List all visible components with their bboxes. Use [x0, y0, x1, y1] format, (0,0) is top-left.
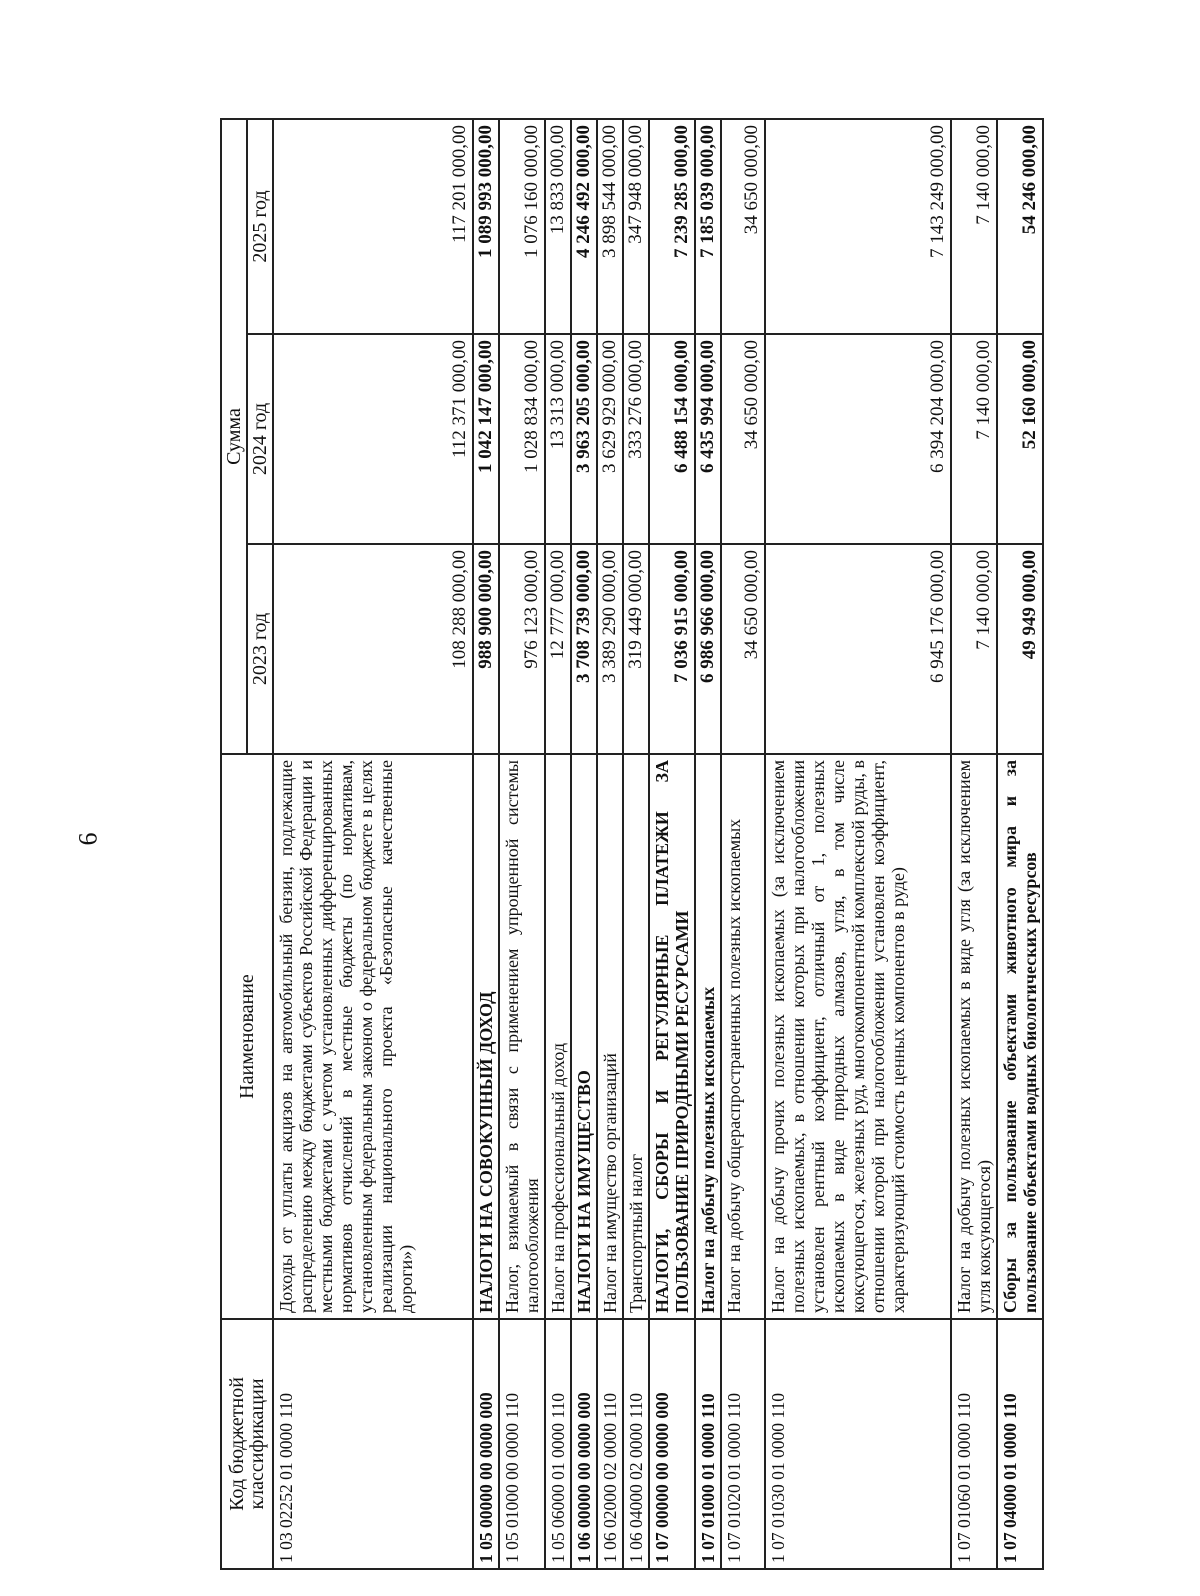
cell-name: НАЛОГИ НА СОВОКУПНЫЙ ДОХОД [473, 754, 499, 1319]
cell-2023: 976 123 000,00 [499, 544, 545, 754]
budget-table-container [220, 120, 1100, 1570]
table-row [545, 119, 571, 1569]
cell-name: Налог на имущество организаций [597, 754, 623, 1319]
cell-2025: 117 201 000,00 [273, 119, 473, 334]
budget-table [220, 118, 1044, 1570]
table-row [499, 119, 545, 1569]
cell-code: 1 05 01000 00 0000 110 [499, 1319, 545, 1569]
cell-2025: 7 140 000,00 [951, 119, 997, 334]
cell-2024: 3 629 929 000,00 [597, 334, 623, 544]
cell-name: Налог на добычу полезных ископаемых [695, 754, 721, 1319]
cell-2025: 1 089 993 000,00 [473, 119, 499, 334]
cell-2025: 1 076 160 000,00 [499, 119, 545, 334]
table-row [273, 119, 473, 1569]
cell-2024: 1 042 147 000,00 [473, 334, 499, 544]
page-number: 6 [73, 832, 103, 846]
header-code: Код бюджетной классификации [221, 1319, 273, 1569]
cell-2024: 6 435 994 000,00 [695, 334, 721, 544]
header-sum: Сумма [221, 119, 247, 754]
cell-code: 1 07 01030 01 0000 110 [765, 1319, 951, 1569]
cell-2023: 3 708 739 000,00 [571, 544, 597, 754]
cell-name: Налог на профессиональный доход [545, 754, 571, 1319]
cell-code: 1 07 01020 01 0000 110 [721, 1319, 765, 1569]
cell-2024: 52 160 000,00 [997, 334, 1043, 544]
cell-2025: 54 246 000,00 [997, 119, 1043, 334]
cell-2023: 12 777 000,00 [545, 544, 571, 754]
table-body [273, 119, 1043, 1569]
cell-2024: 112 371 000,00 [273, 334, 473, 544]
cell-2023: 108 288 000,00 [273, 544, 473, 754]
table-row [473, 119, 499, 1569]
cell-2025: 4 246 492 000,00 [571, 119, 597, 334]
cell-name: Транспортный налог [623, 754, 649, 1319]
cell-code: 1 06 04000 02 0000 110 [623, 1319, 649, 1569]
cell-code: 1 07 01060 01 0000 110 [951, 1319, 997, 1569]
cell-2023: 6 945 176 000,00 [765, 544, 951, 754]
cell-code: 1 06 02000 02 0000 110 [597, 1319, 623, 1569]
header-name: Наименование [221, 754, 273, 1319]
cell-2023: 7 140 000,00 [951, 544, 997, 754]
cell-2025: 13 833 000,00 [545, 119, 571, 334]
cell-2025: 3 898 544 000,00 [597, 119, 623, 334]
cell-name: Налог на добычу полезных ископаемых в виде угля (за исключением угля коксующегося) [951, 754, 997, 1319]
table-row [765, 119, 951, 1569]
table-row [649, 119, 695, 1569]
cell-name: НАЛОГИ НА ИМУЩЕСТВО [571, 754, 597, 1319]
cell-2025: 7 239 285 000,00 [649, 119, 695, 334]
header-year-2023: 2023 год [247, 544, 273, 754]
cell-2024: 1 028 834 000,00 [499, 334, 545, 544]
header-year-2025: 2025 год [247, 119, 273, 334]
cell-2024: 13 313 000,00 [545, 334, 571, 544]
cell-2025: 7 143 249 000,00 [765, 119, 951, 334]
cell-code: 1 07 01000 01 0000 110 [695, 1319, 721, 1569]
cell-2025: 34 650 000,00 [721, 119, 765, 334]
table-row [695, 119, 721, 1569]
table-row [951, 119, 997, 1569]
cell-2023: 988 900 000,00 [473, 544, 499, 754]
table-header [221, 119, 273, 1569]
cell-2024: 333 276 000,00 [623, 334, 649, 544]
cell-2023: 34 650 000,00 [721, 544, 765, 754]
table-row [721, 119, 765, 1569]
cell-code: 1 07 00000 00 0000 000 [649, 1319, 695, 1569]
table-row [597, 119, 623, 1569]
cell-code: 1 07 04000 01 0000 110 [997, 1319, 1043, 1569]
cell-name: НАЛОГИ, СБОРЫ И РЕГУЛЯРНЫЕ ПЛАТЕЖИ ЗА ПОЛЬЗОВАНИЕ ПРИРОДНЫМИ РЕСУРСАМИ [649, 754, 695, 1319]
cell-code: 1 05 06000 01 0000 110 [545, 1319, 571, 1569]
cell-2024: 6 394 204 000,00 [765, 334, 951, 544]
cell-name: Сборы за пользование объектами животного мира и за пользование объектами водных биологических ресурсов [997, 754, 1043, 1319]
table-row [997, 119, 1043, 1569]
cell-2024: 6 488 154 000,00 [649, 334, 695, 544]
cell-2023: 6 986 966 000,00 [695, 544, 721, 754]
cell-name: Доходы от уплаты акцизов на автомобильный бензин, подлежащие распределению между бюджетами субъектов Российской Федерации и местными бюджетами с учетом установленных дифференцированных нормативов отчислений в местные бюджеты (по нормативам, установленным федеральным законом о федеральном бюджете в целях реализации национального проекта «Безопасные качественные дороги») [273, 754, 473, 1319]
cell-code: 1 06 00000 00 0000 000 [571, 1319, 597, 1569]
cell-2024: 34 650 000,00 [721, 334, 765, 544]
table-row [571, 119, 597, 1569]
cell-name: Налог на добычу прочих полезных ископаемых (за исключением полезных ископаемых, в отношении которых при налогообложении установлен рентный коэффициент, отличный от 1, полезных ископаемых в виде природных алмазов, угля, в том числе коксующегося, железных руд, многокомпонентной комплексной руды, в отношении которой при налогообложении установлен коэффициент, характеризующий стоимость ценных компонентов в руде) [765, 754, 951, 1319]
cell-name: Налог на добычу общераспространенных полезных ископаемых [721, 754, 765, 1319]
cell-2023: 319 449 000,00 [623, 544, 649, 754]
cell-code: 1 03 02252 01 0000 110 [273, 1319, 473, 1569]
cell-code: 1 05 00000 00 0000 000 [473, 1319, 499, 1569]
table-row [623, 119, 649, 1569]
cell-2024: 7 140 000,00 [951, 334, 997, 544]
cell-2023: 3 389 290 000,00 [597, 544, 623, 754]
cell-2023: 7 036 915 000,00 [649, 544, 695, 754]
cell-2025: 347 948 000,00 [623, 119, 649, 334]
cell-2025: 7 185 039 000,00 [695, 119, 721, 334]
header-year-2024: 2024 год [247, 334, 273, 544]
cell-2024: 3 963 205 000,00 [571, 334, 597, 544]
cell-2023: 49 949 000,00 [997, 544, 1043, 754]
cell-name: Налог, взимаемый в связи с применением упрощенной системы налогообложения [499, 754, 545, 1319]
